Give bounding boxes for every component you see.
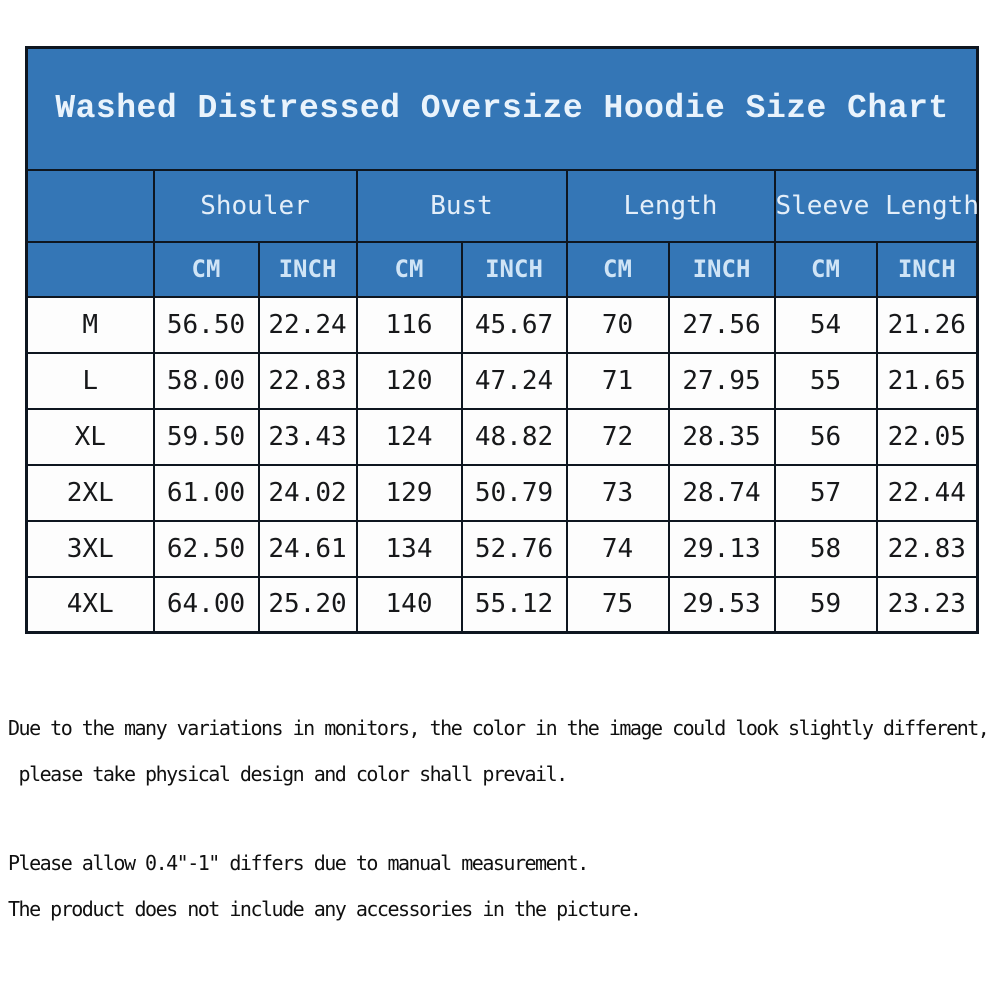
column-group-length: Length [567,170,775,242]
table-cell: 25.20 [259,577,357,633]
table-cell: 59 [775,577,877,633]
table-cell: 24.02 [259,465,357,521]
table-cell: 22.83 [877,521,978,577]
table-cell: 21.65 [877,353,978,409]
table-cell: 71 [567,353,669,409]
table-cell: 29.53 [669,577,775,633]
table-cell: 21.26 [877,297,978,353]
table-cell: 56.50 [154,297,259,353]
table-cell: 140 [357,577,462,633]
unit-header-inch: INCH [462,242,567,297]
table-cell: 72 [567,409,669,465]
title-row [27,48,978,170]
table-cell: 58.00 [154,353,259,409]
table-row-2xl [27,465,978,521]
table-cell: 134 [357,521,462,577]
table-row-3xl [27,521,978,577]
column-group-bust: Bust [357,170,567,242]
unit-header-cm: CM [567,242,669,297]
table-cell: 58 [775,521,877,577]
table-cell: 23.43 [259,409,357,465]
table-cell: 116 [357,297,462,353]
table-cell: 55.12 [462,577,567,633]
corner-blank-cell [27,170,154,242]
table-cell: 62.50 [154,521,259,577]
table-cell: 22.83 [259,353,357,409]
unit-header-inch: INCH [877,242,978,297]
size-label: L [27,353,154,409]
size-chart-table [25,46,979,634]
table-cell: 120 [357,353,462,409]
table-cell: 22.44 [877,465,978,521]
table-cell: 27.56 [669,297,775,353]
table-cell: 59.50 [154,409,259,465]
table-cell: 124 [357,409,462,465]
size-label: 3XL [27,521,154,577]
table-cell: 22.24 [259,297,357,353]
note-manual-measurement: Please allow 0.4"-1" differs due to manual measurement. [8,851,588,875]
table-row-l [27,353,978,409]
unit-header-inch: INCH [259,242,357,297]
size-label: 2XL [27,465,154,521]
table-cell: 28.74 [669,465,775,521]
size-label: M [27,297,154,353]
table-cell: 27.95 [669,353,775,409]
unit-header-inch: INCH [669,242,775,297]
size-label: XL [27,409,154,465]
table-cell: 52.76 [462,521,567,577]
size-label: 4XL [27,577,154,633]
table-cell: 55 [775,353,877,409]
table-cell: 54 [775,297,877,353]
note-monitor-color-line-1: Due to the many variations in monitors, the color in the image could look slightly different, [8,716,989,740]
table-cell: 50.79 [462,465,567,521]
corner-blank-cell-2 [27,242,154,297]
table-cell: 129 [357,465,462,521]
chart-title: Washed Distressed Oversize Hoodie Size Chart [27,48,978,170]
table-cell: 64.00 [154,577,259,633]
note-monitor-color-line-2: please take physical design and color shall prevail. [8,762,567,786]
table-cell: 56 [775,409,877,465]
table-cell: 29.13 [669,521,775,577]
table-cell: 75 [567,577,669,633]
table-cell: 47.24 [462,353,567,409]
table-row-4xl [27,577,978,633]
unit-header-cm: CM [775,242,877,297]
column-group-header-row [27,170,978,242]
unit-header-cm: CM [154,242,259,297]
unit-header-cm: CM [357,242,462,297]
table-cell: 23.23 [877,577,978,633]
table-cell: 73 [567,465,669,521]
table-cell: 61.00 [154,465,259,521]
table-cell: 70 [567,297,669,353]
note-no-accessories: The product does not include any accessories in the picture. [8,897,641,921]
table-cell: 45.67 [462,297,567,353]
table-cell: 57 [775,465,877,521]
table-cell: 28.35 [669,409,775,465]
table-row-m [27,297,978,353]
table-cell: 22.05 [877,409,978,465]
table-cell: 74 [567,521,669,577]
column-group-sleeve-length: Sleeve Length [775,170,978,242]
table-cell: 48.82 [462,409,567,465]
table-cell: 24.61 [259,521,357,577]
unit-header-row [27,242,978,297]
column-group-shoulder: Shouler [154,170,357,242]
table-row-xl [27,409,978,465]
